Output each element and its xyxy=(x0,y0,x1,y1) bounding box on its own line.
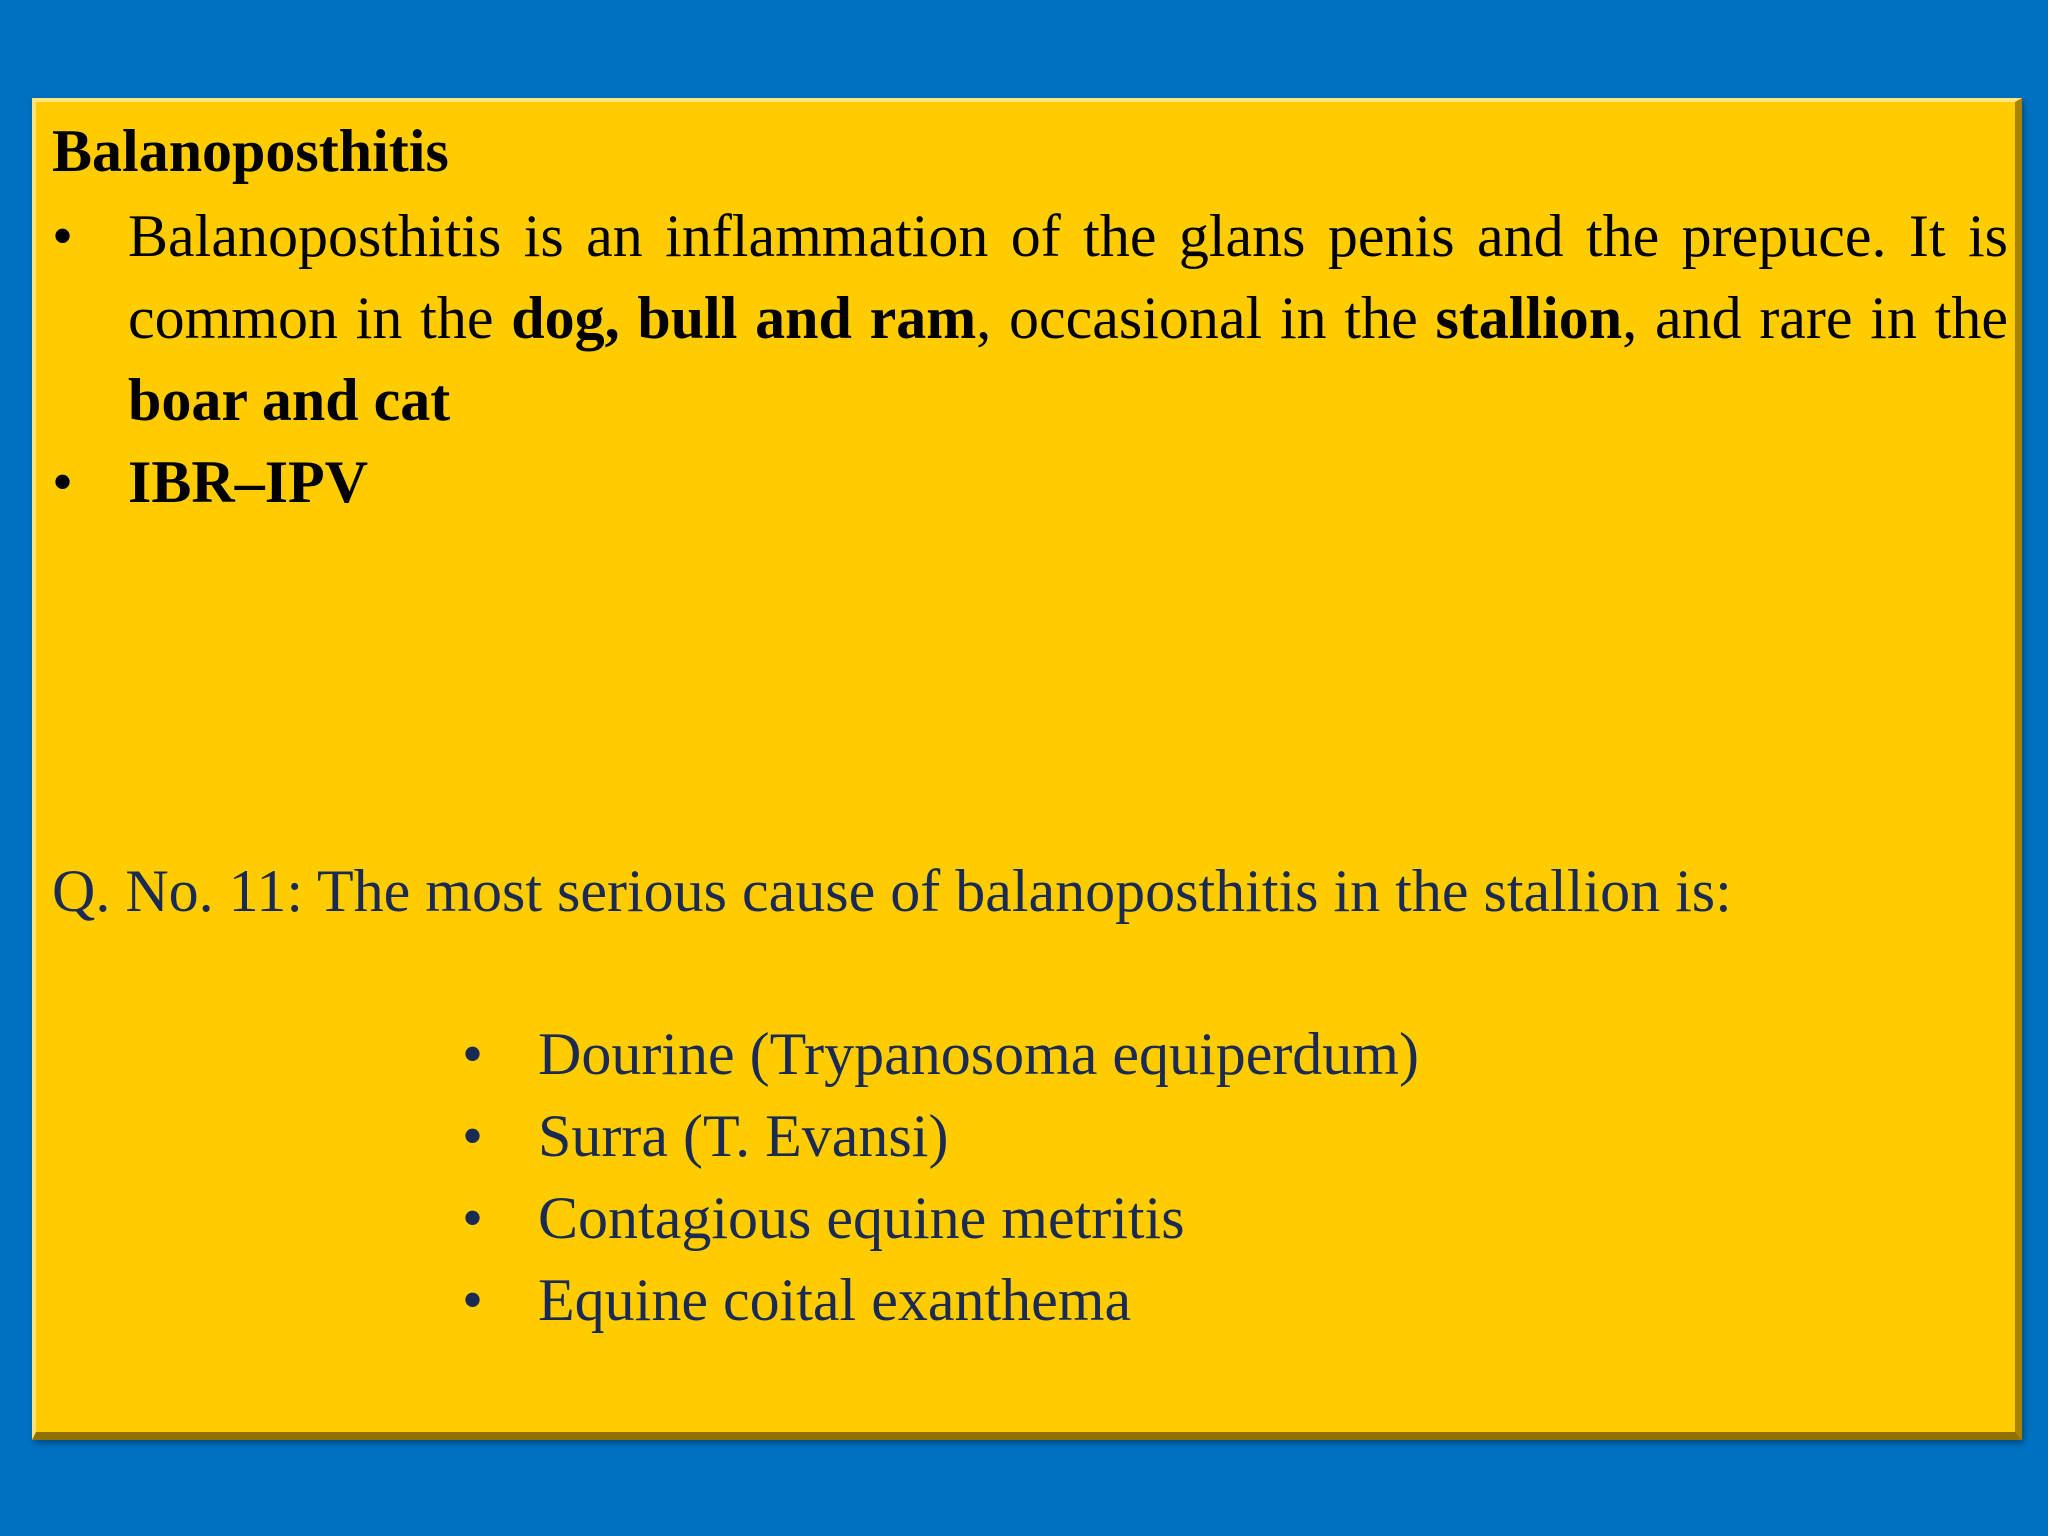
ibr-ipv-text: IBR–IPV xyxy=(128,449,369,515)
answer-option-text: Dourine (Trypanosoma equiperdum) xyxy=(538,1021,1419,1087)
bullet-marker: • xyxy=(462,1021,484,1087)
definition-bullet xyxy=(52,195,2008,441)
answer-option-text: Contagious equine metritis xyxy=(538,1185,1185,1251)
answer-option xyxy=(462,1013,1419,1095)
definition-text-part: , and rare in the xyxy=(1622,285,2009,351)
bullet-marker: • xyxy=(52,449,74,515)
answer-option xyxy=(462,1095,1419,1177)
definition-bold-part: boar and cat xyxy=(128,367,451,433)
definition-text xyxy=(128,195,2008,441)
answer-options xyxy=(462,1013,1419,1341)
question-text: Q. No. 11: The most serious cause of balanoposthitis in the stallion is: xyxy=(52,858,1732,924)
definition-text-part: , occasional in the xyxy=(976,285,1436,351)
slide-heading: Balanoposthitis xyxy=(52,118,449,184)
answer-option xyxy=(462,1259,1419,1341)
bullet-marker: • xyxy=(462,1267,484,1333)
ibr-ipv-bullet xyxy=(52,441,2008,523)
definition-text-part: Balanoposthitis is an inflammation of the glans penis and the prepuce. It is common in the xyxy=(128,203,2008,351)
bullet-marker: • xyxy=(462,1185,484,1251)
answer-option xyxy=(462,1177,1419,1259)
bullet-marker: • xyxy=(52,203,74,269)
definition-bullets xyxy=(52,195,2008,523)
definition-bold-part: stallion xyxy=(1435,285,1623,351)
answer-option-text: Equine coital exanthema xyxy=(538,1267,1132,1333)
definition-bold-part: dog, bull and ram xyxy=(511,285,977,351)
bullet-marker: • xyxy=(462,1103,484,1169)
answer-option-text: Surra (T. Evansi) xyxy=(538,1103,949,1169)
